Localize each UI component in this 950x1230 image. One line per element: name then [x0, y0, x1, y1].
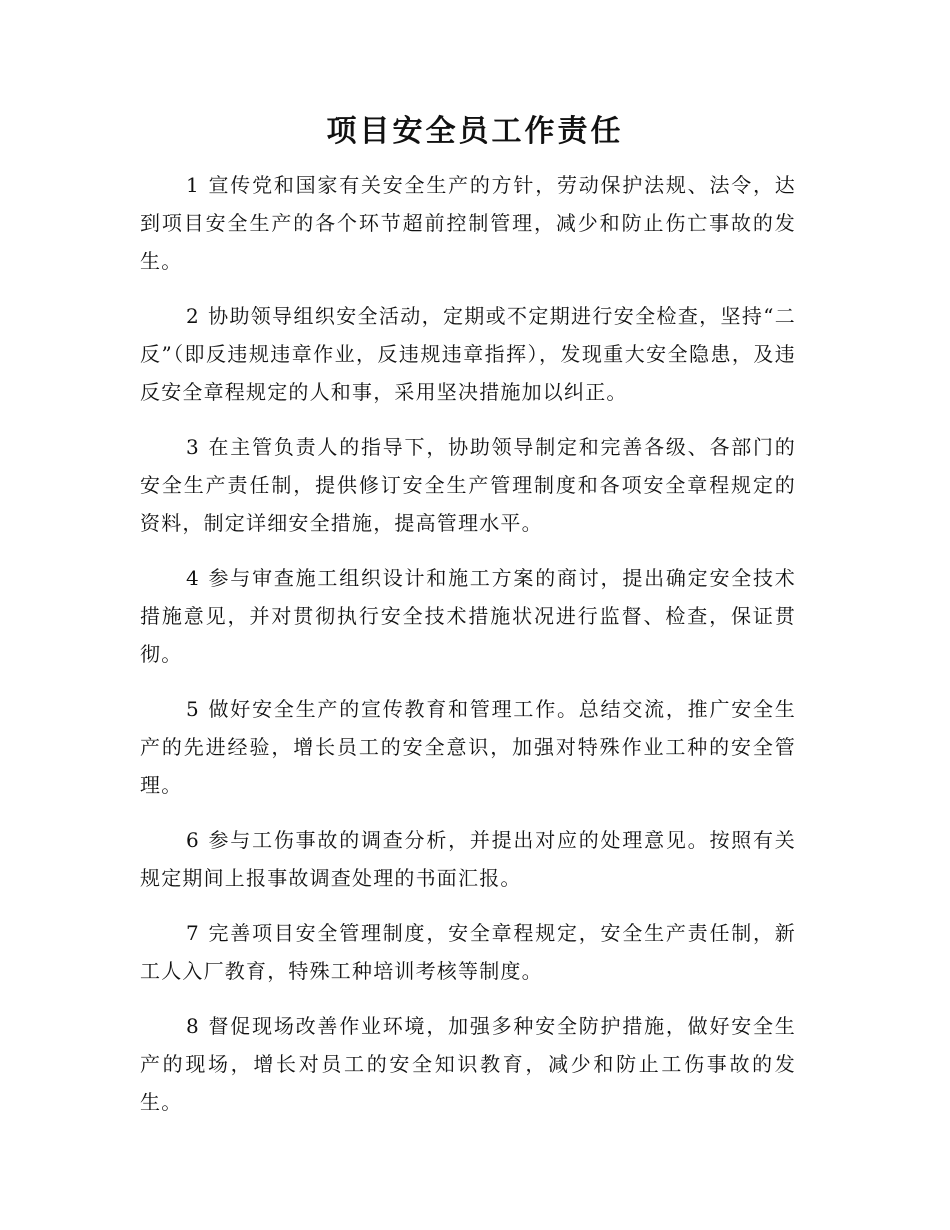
paragraph-7 [140, 914, 796, 990]
paragraph-5 [140, 690, 796, 804]
paragraph-number: 4 [186, 566, 200, 590]
paragraph-number: 7 [186, 921, 200, 945]
paragraph-text: 宣传党和国家有关安全生产的方针，劳动保护法规、法令，达到项目安全生产的各个环节超前控制管理，减少和防止伤亡事故的发生。 [140, 173, 796, 273]
paragraph-number: 1 [186, 173, 200, 197]
paragraph-8 [140, 1007, 796, 1121]
document-title: 项目安全员工作责任 [326, 114, 624, 149]
paragraph-2 [140, 297, 796, 411]
paragraph-text: 完善项目安全管理制度，安全章程规定，安全生产责任制，新工人入厂教育，特殊工种培训考核等制度。 [140, 921, 796, 983]
paragraph-number: 8 [186, 1014, 200, 1038]
paragraph-number: 6 [186, 828, 200, 852]
paragraph-4 [140, 559, 796, 673]
paragraph-3 [140, 428, 796, 542]
paragraph-6 [140, 821, 796, 897]
paragraph-text: 做好安全生产的宣传教育和管理工作。总结交流，推广安全生产的先进经验，增长员工的安全意识，加强对特殊作业工种的安全管理。 [140, 697, 796, 797]
paragraph-number: 3 [186, 435, 200, 459]
paragraph-1 [140, 166, 796, 280]
paragraph-text: 参与工伤事故的调查分析，并提出对应的处理意见。按照有关规定期间上报事故调查处理的书面汇报。 [140, 828, 796, 890]
document-body [140, 166, 796, 1138]
paragraph-text: 协助领导组织安全活动，定期或不定期进行安全检查，坚持“二反”（即反违规违章作业，反违规违章指挥），发现重大安全隐患，及违反安全章程规定的人和事，采用坚决措施加以纠正。 [140, 304, 796, 404]
paragraph-number: 2 [186, 304, 200, 328]
paragraph-text: 督促现场改善作业环境，加强多种安全防护措施，做好安全生产的现场，增长对员工的安全知识教育，减少和防止工伤事故的发生。 [140, 1014, 796, 1114]
paragraph-number: 5 [186, 697, 200, 721]
paragraph-text: 参与审查施工组织设计和施工方案的商讨，提出确定安全技术措施意见，并对贯彻执行安全技术措施状况进行监督、检查，保证贯彻。 [140, 566, 796, 666]
paragraph-text: 在主管负责人的指导下，协助领导制定和完善各级、各部门的安全生产责任制，提供修订安全生产管理制度和各项安全章程规定的资料，制定详细安全措施，提高管理水平。 [140, 435, 796, 535]
